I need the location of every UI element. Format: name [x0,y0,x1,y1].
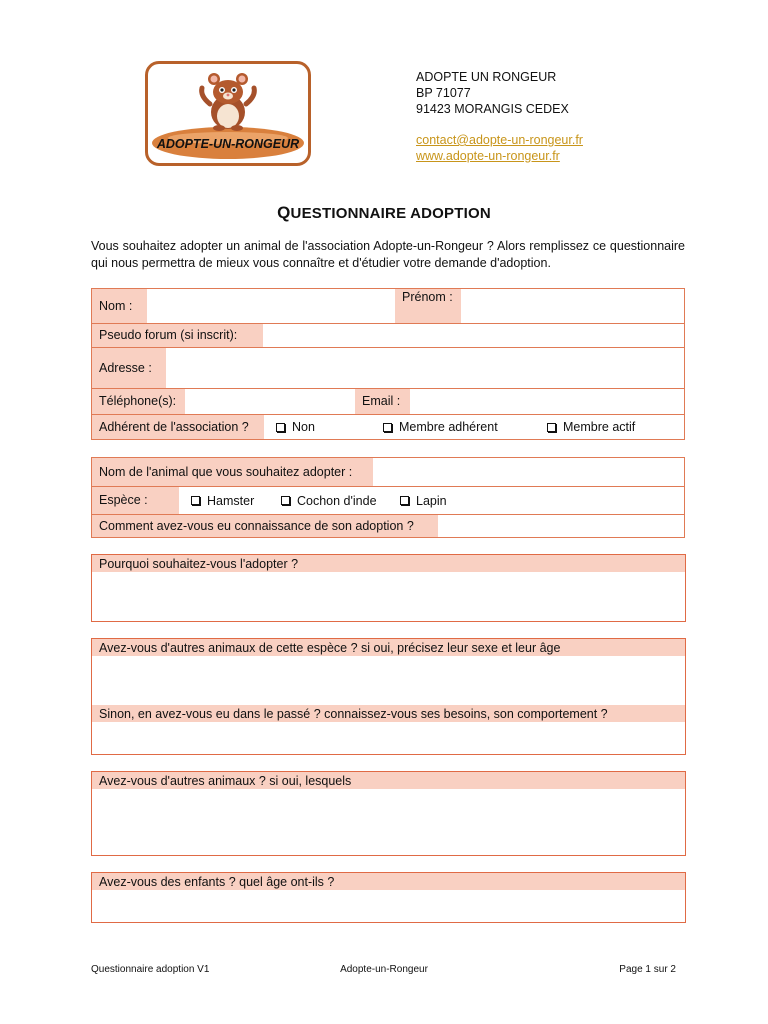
prenom-field[interactable] [461,289,684,323]
adherent-option-membre-actif[interactable] [547,415,635,439]
org-city: 91423 MORANGIS CEDEX [416,102,569,116]
question-pourquoi-label: Pourquoi souhaitez-vous l'adopter ? [92,555,685,572]
footer-page-number: Page 1 sur 2 [619,964,676,975]
espece-label: Espèce : [92,487,179,514]
animal-section [91,457,685,538]
hamster-logo-icon [148,64,308,163]
connaissance-row [92,515,684,537]
nom-field[interactable] [147,289,397,323]
checkbox-icon [383,423,392,432]
pseudo-field[interactable] [263,324,684,347]
pseudo-row [92,324,684,348]
page-title [0,203,768,223]
animal-nom-field[interactable] [373,458,684,486]
question-enfants-answer[interactable] [92,890,685,922]
pseudo-label: Pseudo forum (si inscrit): [92,324,263,347]
adherent-option-label: Membre adhérent [399,420,498,434]
question-pourquoi [91,554,686,622]
espece-option-lapin[interactable] [400,487,447,514]
intro-text: Vous souhaitez adopter un animal de l'association Adopte-un-Rongeur ? Alors remplissez ce questionnaire qui nous permettra de mieux vous connaître et d'étudier votre demande d'adoption. [91,239,685,270]
question-sinon-passe-label: Sinon, en avez-vous eu dans le passé ? connaissez-vous ses besoins, son comportement ? [92,705,685,722]
nom-label: Nom : [92,289,147,323]
checkbox-icon [276,423,285,432]
adresse-row [92,348,684,389]
prenom-label: Prénom : [395,289,461,323]
espece-option-label: Hamster [207,493,255,508]
question-sinon-passe-answer[interactable] [92,722,685,754]
email-label: Email : [355,389,410,414]
owner-section [91,288,685,440]
question-enfants [91,872,686,923]
adherent-option-label: Non [292,420,315,434]
adresse-field[interactable] [166,348,684,388]
logo [145,61,311,166]
adherent-option-non[interactable] [276,415,315,439]
espece-row [92,487,684,515]
title-rest: UESTIONNAIRE ADOPTION [290,205,491,222]
telephone-label: Téléphone(s): [92,389,185,414]
org-bp: BP 71077 [416,86,471,100]
adherent-option-membre-adherent[interactable] [383,415,498,439]
email-link[interactable]: contact@adopte-un-rongeur.fr [416,133,583,147]
connaissance-label: Comment avez-vous eu connaissance de son adoption ? [92,515,438,537]
org-name: ADOPTE UN RONGEUR [416,70,557,84]
question-autres-espece-answer[interactable] [92,656,685,705]
checkbox-icon [400,496,409,505]
question-enfants-label: Avez-vous des enfants ? quel âge ont-ils ? [92,873,685,890]
animal-nom-row [92,458,684,487]
adherent-row [92,415,684,439]
telephone-row [92,389,684,415]
question-autres-animaux-answer[interactable] [92,789,685,855]
espece-option-label: Cochon d'inde [297,493,377,508]
espece-option-cochon[interactable] [281,487,377,514]
checkbox-icon [281,496,290,505]
telephone-field[interactable] [185,389,355,414]
footer-center: Adopte-un-Rongeur [340,964,428,975]
question-autres-espece-label: Avez-vous d'autres animaux de cette espèce ? si oui, précisez leur sexe et leur âge [92,639,685,656]
animal-nom-label: Nom de l'animal que vous souhaitez adopter : [92,458,373,486]
question-autres-animaux-label: Avez-vous d'autres animaux ? si oui, lesquels [92,772,685,789]
connaissance-field[interactable] [438,515,684,537]
adresse-label: Adresse : [92,348,166,388]
website-link[interactable]: www.adopte-un-rongeur.fr [416,149,560,163]
title-initial: Q [277,203,291,222]
checkbox-icon [547,423,556,432]
logo-text: ADOPTE-UN-RONGEUR [156,137,300,151]
adherent-label: Adhérent de l'association ? [92,415,264,439]
checkbox-icon [191,496,200,505]
nom-row [92,289,684,324]
question-autres-espece [91,638,686,755]
espece-option-hamster[interactable] [191,487,254,514]
question-autres-animaux [91,771,686,856]
question-pourquoi-answer[interactable] [92,572,685,621]
espece-option-label: Lapin [416,493,447,508]
email-field[interactable] [410,389,684,414]
footer-left: Questionnaire adoption V1 [91,964,210,975]
address-block [416,69,583,164]
adherent-option-label: Membre actif [563,420,636,434]
